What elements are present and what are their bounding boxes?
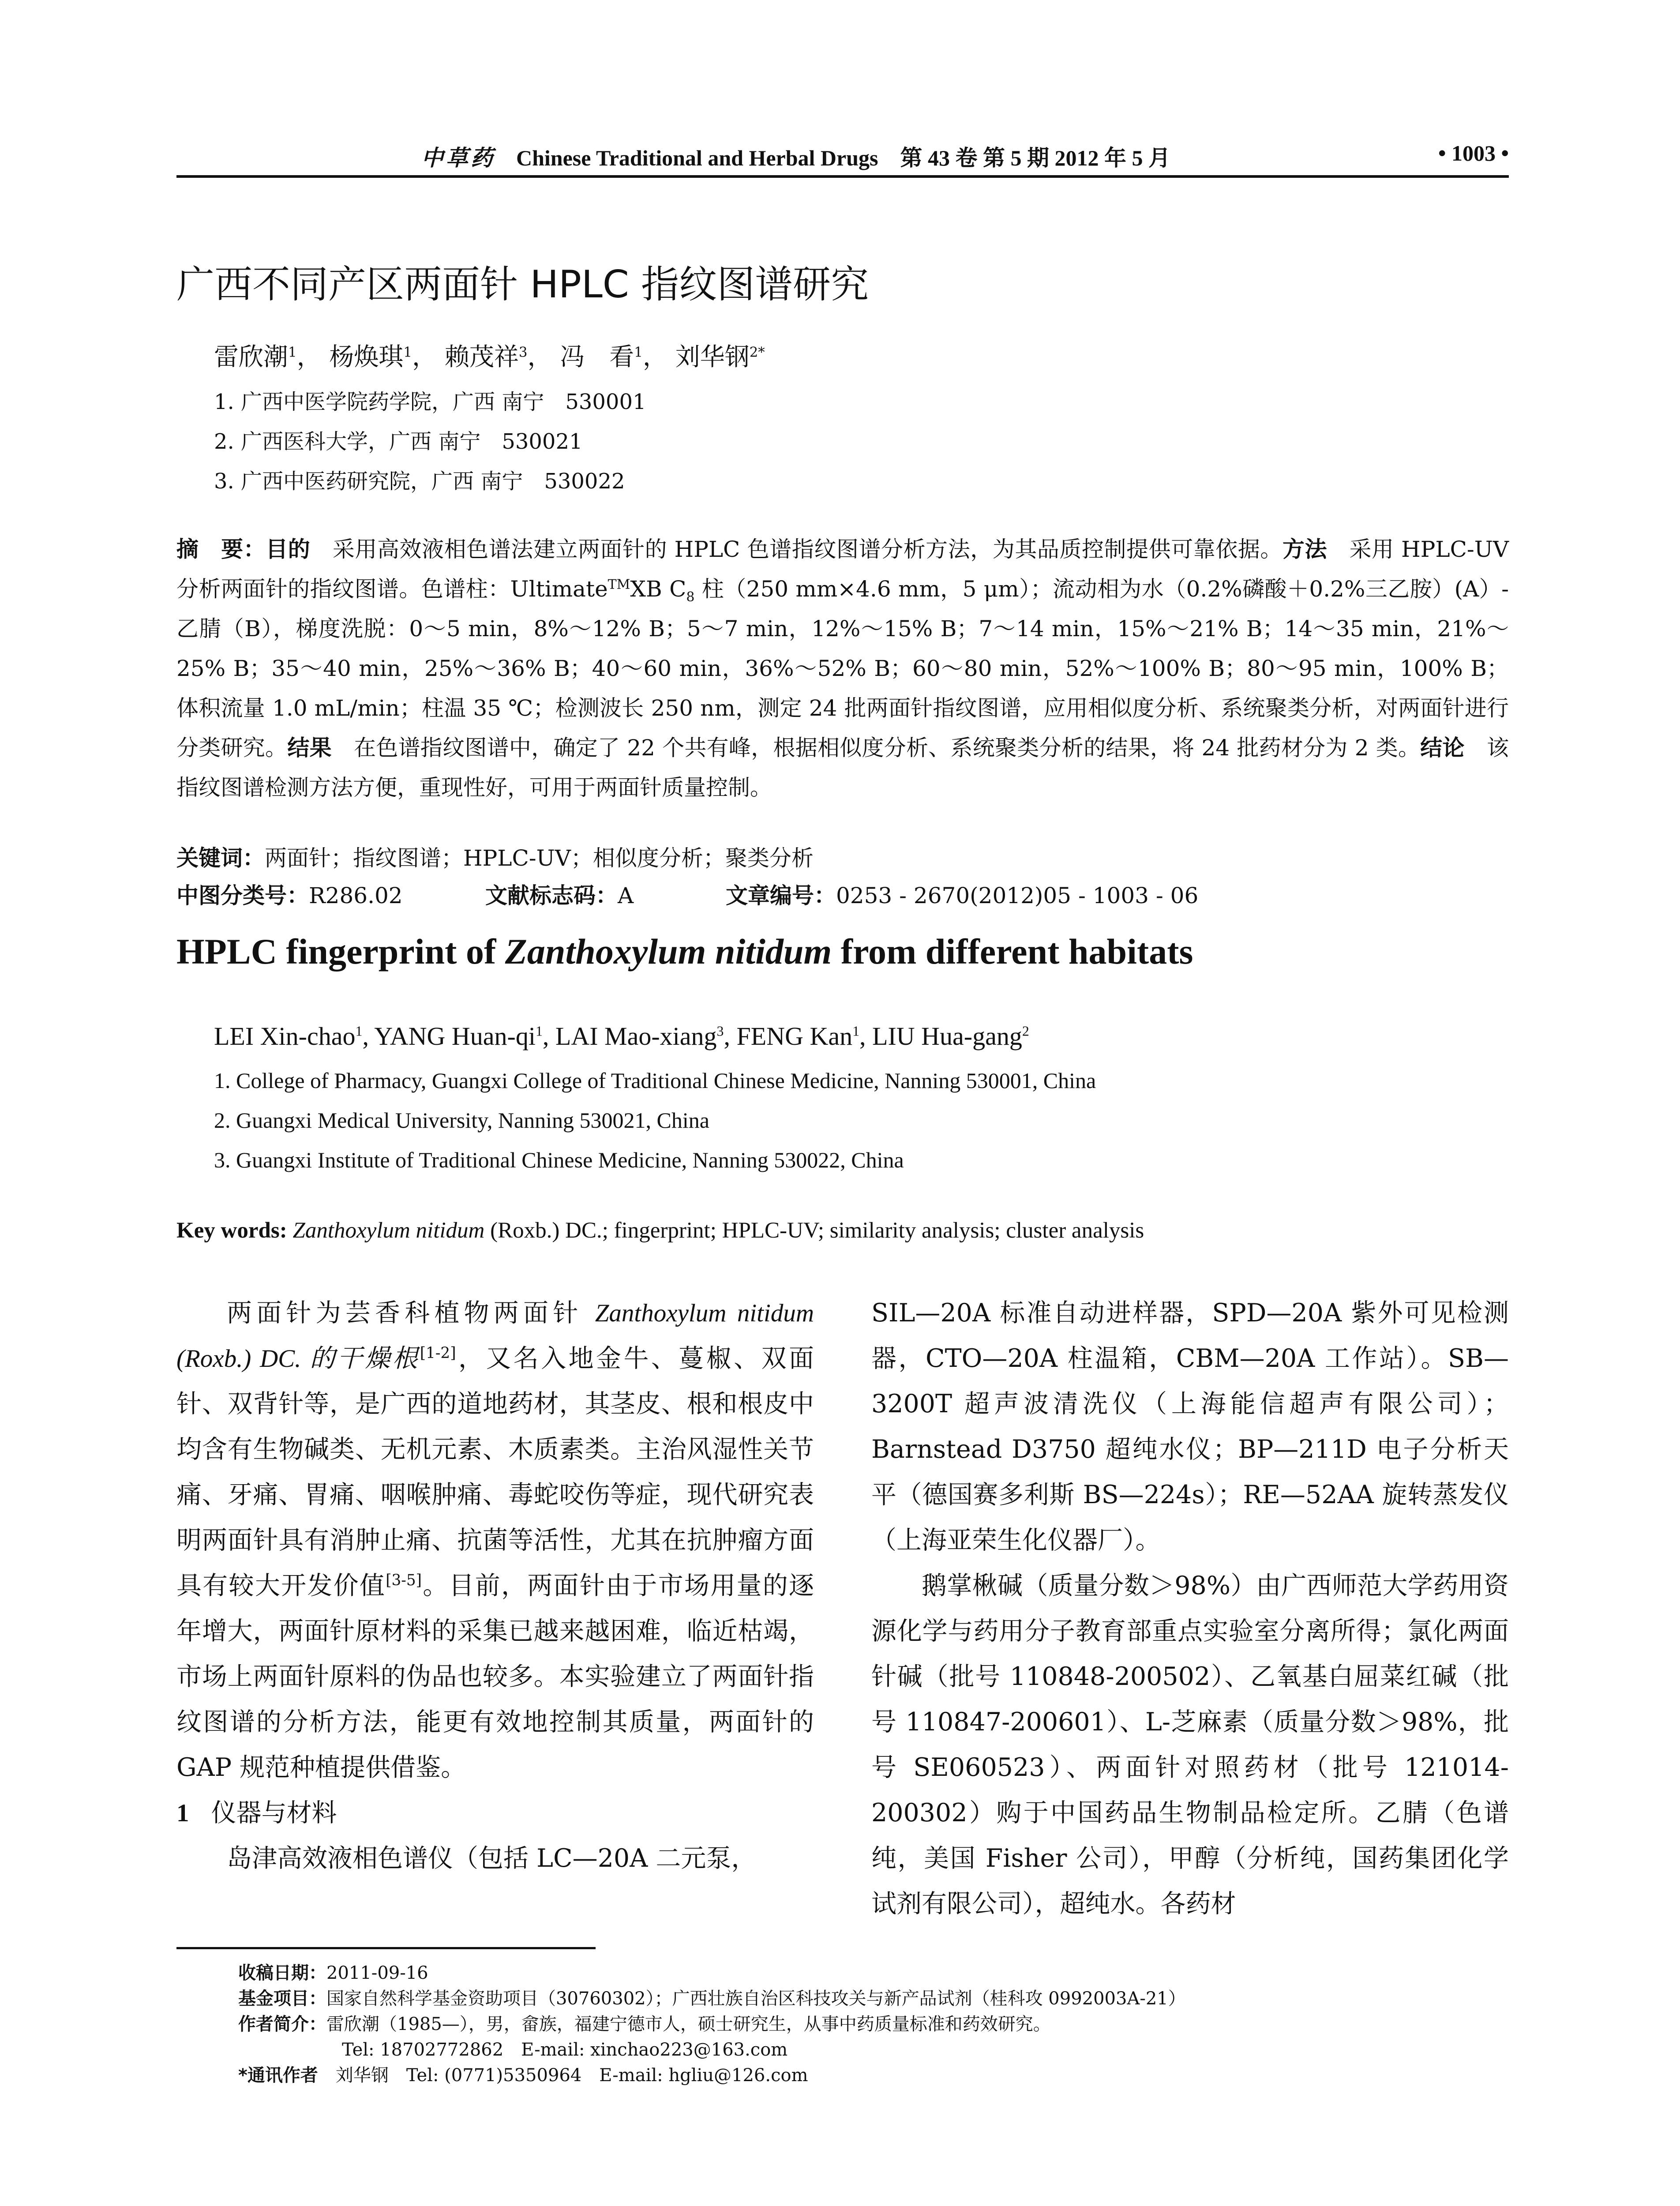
intro-paragraph [176,1291,814,1790]
author-name: LIU Hua-gang [872,1022,1022,1050]
affiliation-cn: 2. 广西医科大学，广西 南宁 530021 [214,429,583,454]
affiliation-en: 3. Guangxi Institute of Traditional Chinese Medicine, Nanning 530022, China [214,1148,904,1172]
conclusion-text: 该指纹图谱检测方法方便，重现性好，可用于两面针质量控制。 [176,735,1509,800]
instrument-paragraph-cont: SIL—20A 标准自动进样器，SPD—20A 紫外可见检测器，CTO—20A 柱温箱，CBM—20A 工作站）。SB—3200T 超声波清洗仪（上海能信超声有限公司）；Barnstead D3750 超纯水仪；BP—211D 电子分析天平（德国赛多利斯 BS—224s）；RE—52AA 旋转蒸发仪（上海亚荣生化仪器厂）。 [871,1298,1509,1555]
keywords-english [176,1218,1144,1243]
author-affil-mark: 1 [403,344,412,360]
footnote-received [238,1959,428,1984]
author-name: YANG Huan-qi [374,1022,536,1050]
footnote-author-contact [238,2036,788,2061]
result-text: 在色谱指纹图谱中，确定了 22 个共有峰，根据相似度分析、系统聚类分析的结果，将 24 批药材分为 2 类。 [331,735,1421,761]
footnote-corresponding [238,2061,808,2086]
author-name: 杨焕琪 [329,343,404,371]
author-name: FENG Kan [736,1022,853,1050]
author-name: LEI Xin-chao [214,1022,356,1050]
journal-logo: 中草药 [421,146,495,170]
keywords-label: 关键词： [176,845,265,871]
affiliation-en: 2. Guangxi Medical University, Nanning 530021, China [214,1108,709,1133]
author-affil-mark: 2 [1022,1023,1029,1039]
authors-english: LEI Xin-chao$^1$, YANG Huan-$qi^1$, LAI Mao-xiang$^3$, FENG Kan$^1$, LIU Hua-gang$^2$ [214,1022,1029,1050]
keywords-text: 两面针；指纹图谱；HPLC-UV；相似度分析；聚类分析 [265,845,814,871]
keywords-en-label: Key words: [176,1218,287,1243]
footnote-fund [238,1985,1186,2010]
instrument-paragraph: 岛津高效液相色谱仪（包括 LC—20A 二元泵， [227,1844,757,1873]
author-name: LAI Mao-xiang [555,1022,717,1050]
author-affil-mark: 2* [749,344,765,360]
author-affil-mark: 1 [535,1023,543,1039]
footnote-text: 2011-09-16 [326,1963,428,1983]
text-run: (Roxb.) DC. 的干燥根 [176,1345,420,1373]
running-header [176,140,1509,176]
section-number: 1 [176,1799,189,1827]
abstract-label: 摘 要： [176,536,266,562]
title-en-part: HPLC fingerprint of [176,931,505,972]
section-heading [176,1790,814,1836]
author-affil-mark: 1 [634,344,643,360]
keywords-en-species: Zanthoxylum nitidum [292,1218,485,1243]
objective-label: 目的 [266,536,311,562]
affiliation-cn: 3. 广西中医药研究院，广西 南宁 530022 [214,469,625,494]
text-run: ，又名入地金牛、蔓椒、双面针、双背针等，是广西的道地药材，其茎皮、根和根皮中均含有生物碱类、无机元素、木质素类。主治风湿性关节痛、牙痛、胃痛、咽喉肿痛、毒蛇咬伤等症，现代研究表明两面针具有消肿止痛、抗菌等活性，尤其在抗肿瘤方面具有较大开发价值 [176,1344,814,1600]
citation-ref: [1-2] [420,1344,456,1362]
article-no-value: 0253 - 2670(2012)05 - 1003 - 06 [836,883,1199,908]
footnote-text: Tel: 18702772862 E-mail: xinchao223@163.com [342,2040,788,2060]
author-affil-mark: 1 [288,344,297,360]
title-chinese: 广西不同产区两面针 HPLC 指纹图谱研究 [176,263,869,307]
text-run: 两面针为芸香科植物两面针 [227,1298,595,1328]
body-column-left [176,1291,814,1881]
keywords-en-text: (Roxb.) DC.; fingerprint; HPLC-UV; similarity analysis; cluster analysis [484,1218,1144,1243]
title-en-part: from different habitats [832,931,1193,972]
trademark-mark: TM [608,577,630,593]
footnote-rule [176,1947,596,1949]
affiliation-en: 1. College of Pharmacy, Guangxi College of Traditional Chinese Medicine, Nanning 530001, China [214,1068,1096,1093]
authors-chinese: 雷欣潮$^1$， 杨焕琪$^1$， 赖茂祥$^3$， 冯 看$^1$， 刘华钢$^{2*}$ [214,343,765,371]
footnote-label: 基金项目： [238,1988,326,2009]
section-title: 仪器与材料 [211,1798,337,1827]
journal-info: Chinese Traditional and Herbal Drugs 第 43 卷 第 5 期 2012 年 5 月 [516,146,1170,170]
method-text: 柱（250 mm×4.6 mm，5 μm）；流动相为水（0.2%磷酸＋0.2%三乙胺）(A）-乙腈（B），梯度洗脱：0～5 min，8%～12% B；5～7 min，12%～15% B；7～14 min，15%～21% B；14～35 min，21%～25% B；35～40 min，25%～36% B；40～60 min，36%～52% B；60～80 min，52%～100% B；80～95 min，100% B；体积流量 1.0 mL/min；柱温 35 ℃；检测波长 250 nm，测定 24 批两面针指纹图谱，应用相似度分析、系统聚类分析，对两面针进行分类研究。 [176,576,1509,761]
footnote-text: 国家自然科学基金资助项目（30760302）；广西壮族自治区科技攻关与新产品试剂（桂科攻 0992003A-21） [326,1988,1186,2009]
method-text: 采用 HPLC-UV 分析两面针的指纹图谱。色谱柱：Ultimate [176,536,1509,602]
method-label: 方法 [1282,536,1328,562]
doc-code-value: A [618,883,634,908]
title-english [176,931,1193,972]
author-name: 赖茂祥 [444,343,519,371]
footnote-author [238,2010,1051,2035]
clc-value: R286.02 [309,883,403,908]
header-rule [176,175,1509,178]
text-run: 。目前，两面针由于市场用量的逐年增大，两面针原材料的采集已越来越困难，临近枯竭，市场上两面针原料的伪品也较多。本实验建立了两面针指纹图谱的分析方法，能更有效地控制其质量，两面针的 GAP 规范种植提供借鉴。 [176,1571,814,1782]
article-no-label: 文章编号： [726,883,836,908]
affiliation-cn: 1. 广西中医学院药学院，广西 南宁 530001 [214,390,646,414]
body-column-right [871,1291,1509,1927]
result-label: 结果 [287,735,332,761]
species-name: Zanthoxylum nitidum [595,1299,814,1327]
clc-label: 中图分类号： [176,883,309,908]
footnote-text: 雷欣潮（1985—），男，畲族，福建宁德市人，硕士研究生，从事中药质量标准和药效研究。 [326,2014,1051,2034]
author-name: 冯 看 [560,343,634,371]
objective-text: 采用高效液相色谱法建立两面针的 HPLC 色谱指纹图谱分析方法，为其品质控制提供可靠依据。 [310,536,1282,562]
author-name: 雷欣潮 [214,343,288,371]
title-en-species: Zanthoxylum nitidum [505,931,832,972]
footnote-text: 刘华钢 Tel: (0771)5350964 E-mail: hgliu@126.com [318,2065,808,2086]
doc-code-label: 文献标志码： [485,883,618,908]
footnote-label: 作者简介： [238,2014,326,2034]
footnote-label: 收稿日期： [238,1963,326,1983]
author-name: 刘华钢 [675,343,750,371]
materials-paragraph: 鹅掌楸碱（质量分数＞98%）由广西师范大学药用资源化学与药用分子教育部重点实验室分离所得；氯化两面针碱（批号 110848-200502）、乙氧基白屈菜红碱（批号 110847-200601）、L-芝麻素（质量分数＞98%，批号 SE060523）、两面针对照药材（批号 121014-200302）购于中国药品生物制品检定所。乙腈（色谱纯，美国 Fisher 公司），甲醇（分析纯，国药集团化学试剂有限公司），超纯水。各药材 [871,1571,1509,1918]
column-subscript: 8 [686,589,695,605]
author-affil-mark: 1 [852,1023,860,1039]
footnote-label: *通讯作者 [238,2065,318,2086]
keywords-chinese [176,840,814,872]
method-text: XB C [630,576,686,602]
citation-ref: [3-5] [386,1572,422,1589]
author-affil-mark: 1 [355,1023,363,1039]
author-affil-mark: 3 [716,1023,724,1039]
abstract [176,529,1509,807]
page-number: • 1003 • [1438,141,1509,165]
author-affil-mark: 3 [518,344,528,360]
conclusion-label: 结论 [1420,735,1465,761]
